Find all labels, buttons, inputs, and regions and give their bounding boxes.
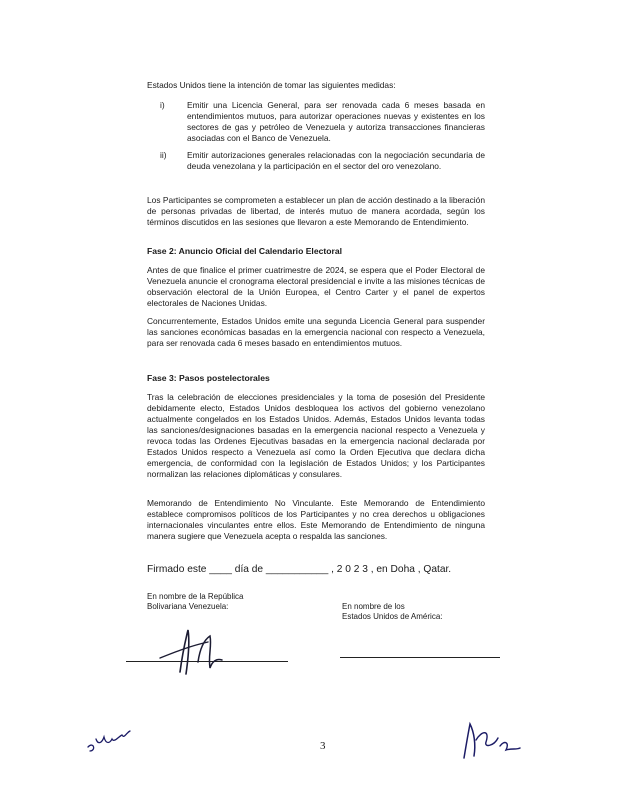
right-signatory-label xyxy=(342,602,443,622)
list-item xyxy=(160,150,485,186)
list-item-number: i) xyxy=(160,100,165,110)
participants-paragraph: Los Participantes se comprometen a establecer un plan de acción destinado a la liberación de personas privadas de libertad, de interés mutuo de manera acordada, según los términos discutidos en las sesiones que llevaron a este Memorando de Entendimiento. xyxy=(147,195,485,227)
initials-mark-right xyxy=(456,718,526,768)
memorandum-paragraph: Memorando de Entendimiento No Vinculante. Este Memorando de Entendimiento establece compromisos políticos de los Participantes y no crea derechos u obligaciones internacionales vinculantes entre ellos. Este Memorando de Entendimiento de ninguna manera sugiere que Venezuela acepta o respalda las sanciones. xyxy=(147,498,485,541)
phase3-heading: Fase 3: Pasos postelectorales xyxy=(147,373,270,383)
right-signatory-line1: En nombre de los xyxy=(342,602,405,611)
phase3-paragraph: Tras la celebración de elecciones presidenciales y la toma de posesión del Presidente debidamente electo, Estados Unidos desbloquea los activos del gobierno venezolano actualmente congelados en los Estados Unidos. Además, Estados Unidos levanta todas las sanciones/designaciones basadas en la emergencia nacional respecto a Venezuela y revoca todas las Ordenes Ejecutivas basadas en la emergencia nacional declarada por Estados Unidos respecto a Venezuela así como la Orden Ejecutiva que declara dicha emergencia, de conformidad con la legislación de Estados Unidos; y los Participantes normalizan las relaciones diplomáticas y consulares. xyxy=(147,392,485,479)
left-signatory-line2: Bolivariana Venezuela: xyxy=(147,602,229,611)
list-item xyxy=(160,100,485,146)
phase2-paragraph: Antes de que finalice el primer cuatrimestre de 2024, se espera que el Poder Electoral de Venezuela anuncie el cronograma electoral presidencial e invite a las misiones técnicas de observación electoral de la Unión Europea, el Centro Carter y el panel de expertos electorales de Naciones Unidas. xyxy=(147,265,485,308)
left-signatory-label xyxy=(147,592,244,612)
page-number: 3 xyxy=(320,740,326,752)
left-signature xyxy=(150,622,240,682)
list-item-number: ii) xyxy=(160,150,167,160)
phase2-heading: Fase 2: Anuncio Oficial del Calendario Electoral xyxy=(147,246,343,256)
list-item-text: Emitir autorizaciones generales relacionadas con la negociación secundaria de deuda venezolana y la participación en el sector del oro venezolano. xyxy=(187,150,485,171)
initials-mark-left xyxy=(86,725,136,755)
right-signature-line xyxy=(340,657,500,658)
signed-line: Firmado este ____ día de ___________ , 2 0 2 3 , en Doha , Qatar. xyxy=(147,564,452,575)
intro-paragraph: Estados Unidos tiene la intención de tomar las siguientes medidas: xyxy=(147,80,396,90)
right-signatory-line2: Estados Unidos de América: xyxy=(342,612,443,621)
left-signatory-line1: En nombre de la República xyxy=(147,592,244,601)
phase2-paragraph: Concurrentemente, Estados Unidos emite una segunda Licencia General para suspender las sanciones económicas basadas en la emergencia nacional con respecto a Venezuela, para ser renovada cada 6 meses basado en entendimientos mutuos. xyxy=(147,316,485,348)
list-item-text: Emitir una Licencia General, para ser renovada cada 6 meses basada en entendimientos mutuos, para autorizar operaciones nuevas y existentes en los sectores de gas y petróleo de Venezuela y autoriza transacciones financieras asociadas con el Banco de Venezuela. xyxy=(187,100,485,143)
